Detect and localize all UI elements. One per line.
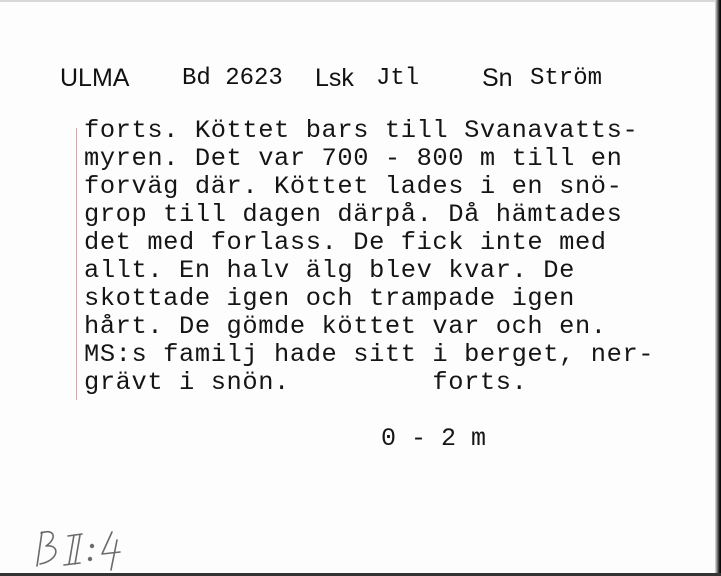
landskap-value: Jtl [376, 65, 420, 92]
parish-code: ULMA [60, 64, 130, 92]
card-body-text [84, 117, 704, 397]
body-line: grävt i snön. forts. [84, 368, 528, 397]
body-line: hårt. De gömde köttet var och en. [84, 312, 607, 341]
body-line: allt. En halv älg blev kvar. De [84, 256, 575, 285]
body-line: MS:s familj hade sitt i berget, ner- [84, 340, 655, 369]
body-line: det med forlass. De fick inte med [84, 228, 607, 257]
depth-note: 0 - 2 m [381, 424, 487, 453]
body-line: grop till dagen därpå. Då hämtades [84, 200, 623, 229]
socken-label: Sn [482, 64, 513, 92]
margin-rule [76, 128, 77, 400]
handwritten-signature-mark [34, 526, 130, 572]
card-top-edge [0, 0, 721, 2]
volume-number: Bd 2623 [182, 65, 283, 92]
landskap-label: Lsk [315, 64, 354, 92]
body-line: forts. Köttet bars till Svanavatts- [84, 116, 639, 145]
body-line: myren. Det var 700 - 800 m till en [84, 144, 623, 173]
body-line: forväg där. Köttet lades i en snö- [84, 172, 623, 201]
body-line: skottade igen och trampade igen [84, 284, 575, 313]
card-header [0, 64, 721, 98]
socken-value: Ström [530, 65, 603, 92]
